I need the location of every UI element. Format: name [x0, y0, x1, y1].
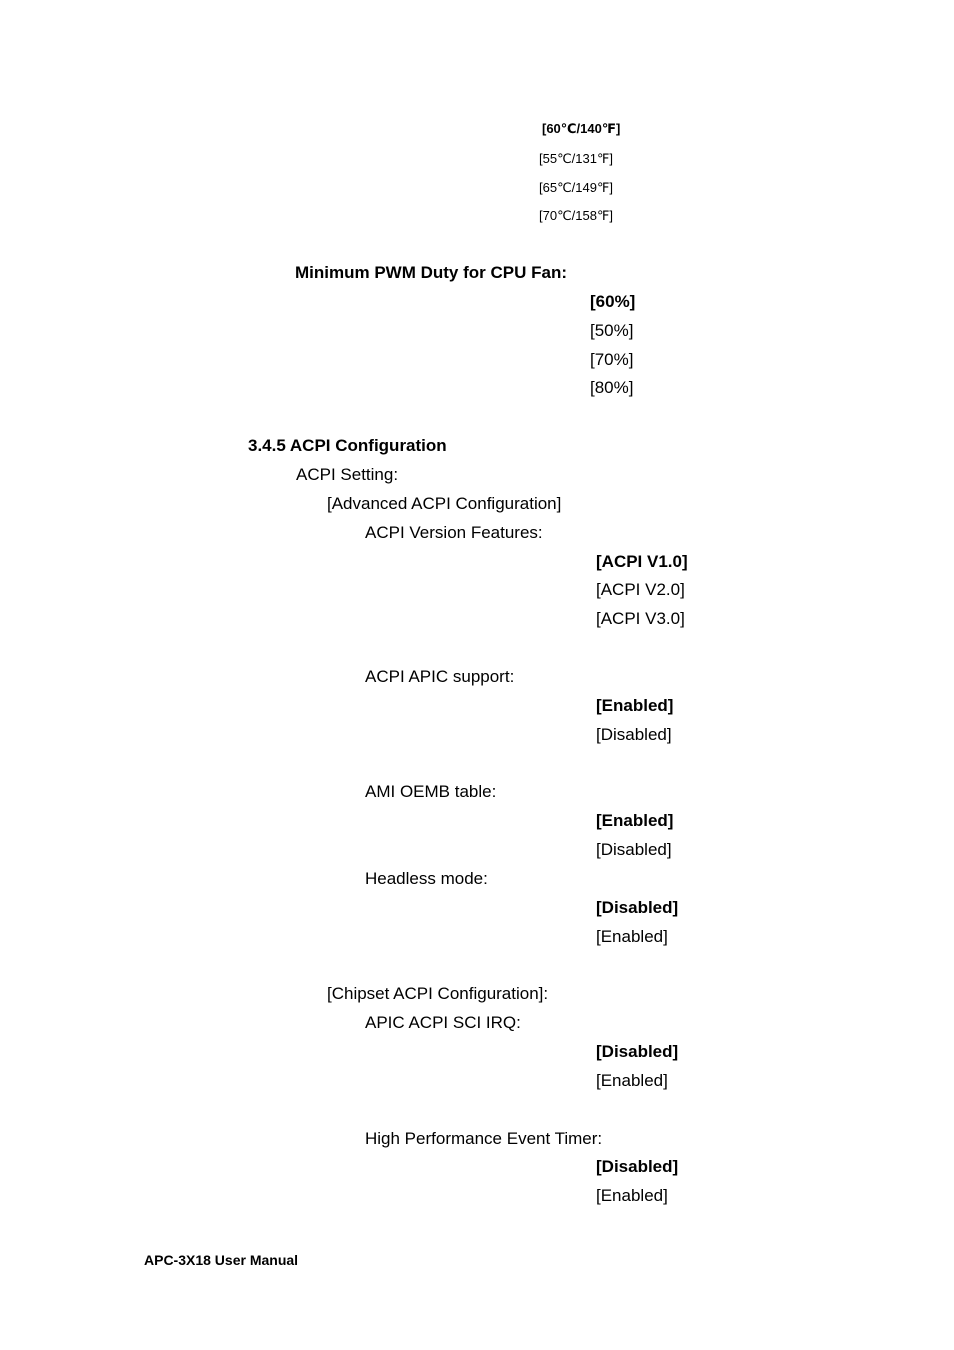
pwm-option-70: [70%]: [590, 350, 634, 369]
apic-support-label: ACPI APIC support:: [365, 667, 515, 686]
acpi-setting-label: ACPI Setting:: [296, 465, 399, 484]
sci-irq-default: [Disabled]: [596, 1042, 679, 1061]
headless-mode-enabled: [Enabled]: [596, 927, 668, 946]
oemb-table-label: AMI OEMB table:: [365, 782, 497, 801]
temp-option-55: [55℃/131℉]: [539, 151, 613, 166]
footer-manual-title: APC-3X18 User Manual: [144, 1252, 299, 1268]
apic-support-default: [Enabled]: [596, 696, 674, 715]
pwm-label: Minimum PWM Duty for CPU Fan:: [295, 263, 567, 282]
oemb-table-default: [Enabled]: [596, 811, 674, 830]
pwm-option-80: [80%]: [590, 378, 634, 397]
hpet-label: High Performance Event Timer:: [365, 1129, 603, 1148]
advanced-acpi-group: [Advanced ACPI Configuration]: [327, 494, 562, 513]
temp-option-70: [70℃/158℉]: [539, 208, 613, 223]
acpi-version-v3: [ACPI V3.0]: [596, 609, 685, 628]
section-heading: 3.4.5 ACPI Configuration: [248, 436, 447, 455]
acpi-version-label: ACPI Version Features:: [365, 523, 543, 542]
headless-mode-label: Headless mode:: [365, 869, 488, 888]
sci-irq-enabled: [Enabled]: [596, 1071, 668, 1090]
pwm-option-default: [60%]: [590, 292, 636, 311]
temp-option-default: [60℃/140℉]: [542, 121, 621, 136]
sci-irq-label: APIC ACPI SCI IRQ:: [365, 1013, 521, 1032]
headless-mode-default: [Disabled]: [596, 898, 679, 917]
apic-support-disabled: [Disabled]: [596, 725, 672, 744]
chipset-acpi-group: [Chipset ACPI Configuration]:: [327, 984, 549, 1003]
acpi-version-default: [ACPI V1.0]: [596, 552, 688, 571]
hpet-enabled: [Enabled]: [596, 1186, 668, 1205]
hpet-default: [Disabled]: [596, 1157, 679, 1176]
temp-option-65: [65℃/149℉]: [539, 180, 613, 195]
pwm-option-50: [50%]: [590, 321, 634, 340]
acpi-version-v2: [ACPI V2.0]: [596, 580, 685, 599]
oemb-table-disabled: [Disabled]: [596, 840, 672, 859]
